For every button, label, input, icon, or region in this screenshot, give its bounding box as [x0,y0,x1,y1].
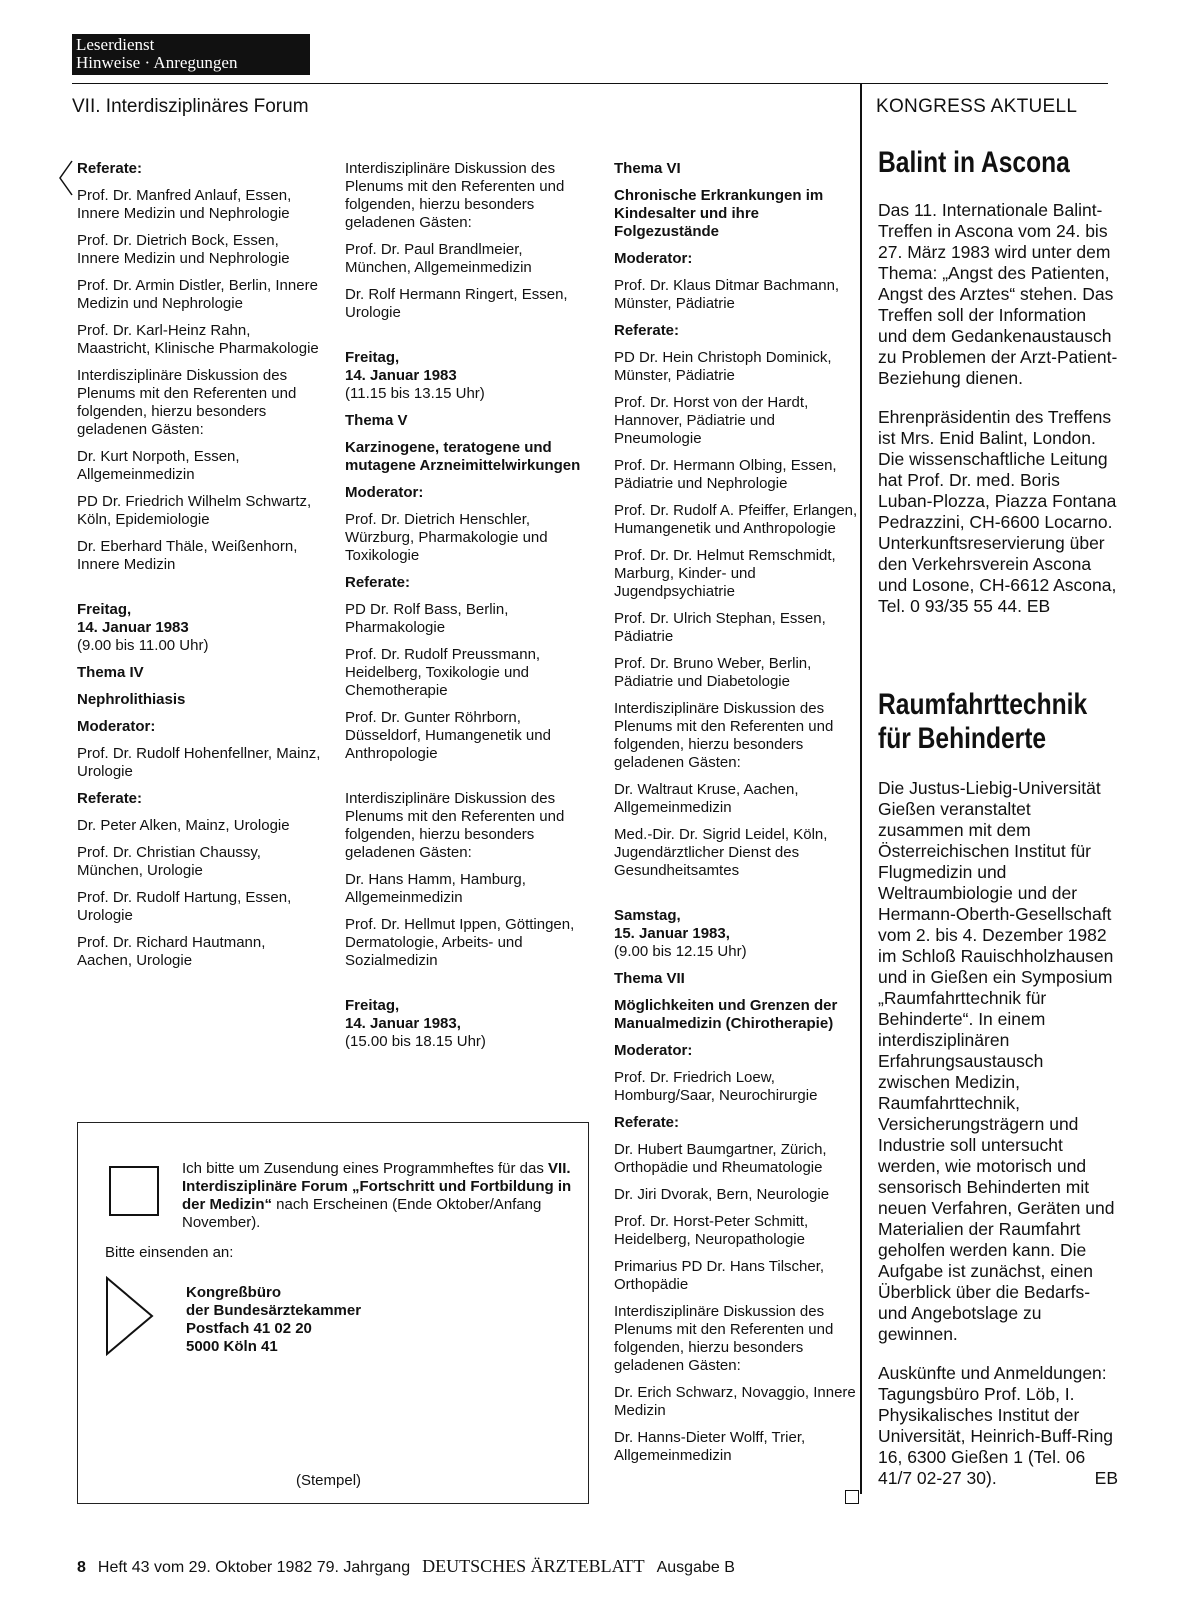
thema-title: Chronische Erkrankungen im Kindesalter und ihre Folgezustände [614,187,824,240]
list-item: Prof. Dr. Armin Distler, Berlin, Innere Medizin und Nephrologie [77,277,318,312]
thema-label: Thema IV [77,664,144,681]
article-paragraph: Die Justus-Liebig-Universität Gießen veranstaltet zusammen mit dem Österreichischen Institut für Flugmedizin und Weltraumbiologie und der Hermann-Oberth-Gesellschaft vom 2. bis 4. Dezember 1982 im Schloß Rauischholzhausen und in Gießen ein Symposium „Raumfahrttechnik für Behinderte“. In einem interdisziplinären Erfahrungsaustausch zwischen Medizin, Raumfahrttechnik, Versicherungsträgern und Industrie soll untersucht werden, wie motorisch und sensorisch Behinderten mit neuen Verfahren, Geräten und Materialien der Raumfahrt geholfen werden kann. Die Aufgabe ist zunächst, einen Überblick über die Bedarfs- und Angebotslage zu gewinnen. [878,778,1115,1344]
moderator-label: Moderator: [345,484,424,501]
list-item: Prof. Dr. Hermann Olbing, Essen, Pädiatrie und Nephrologie [614,457,837,492]
moderator-name: Prof. Dr. Klaus Ditmar Bachmann, Münster, Pädiatrie [614,277,840,312]
session-time: (9.00 bis 11.00 Uhr) [77,637,209,654]
list-item: Prof. Dr. Christian Chaussy, München, Urologie [77,844,261,879]
program-column-2 [345,160,589,1051]
list-item: Med.-Dir. Dr. Sigrid Leidel, Köln, Jugendärztlicher Dienst des Gesundheitsamtes [614,826,828,879]
list-item: Prof. Dr. Gunter Röhrborn, Düsseldorf, Humangenetik und Anthropologie [345,709,551,762]
list-item: Dr. Hanns-Dieter Wolff, Trier, Allgemeinmedizin [614,1429,806,1464]
article-paragraph: Ehrenpräsidentin des Treffens ist Mrs. Enid Balint, London. Die wissenschaftliche Leitung hat Prof. Dr. med. Boris Luban-Plozza, Piazza Fontana Pedrazzini, CH-6600 Locarno. Unterkunftsreservierung über den Verkehrsverein Ascona und Losone, CH-6612 Ascona, Tel. 0 93/35 55 44. EB [878,407,1117,616]
article-title: Balint in Ascona [878,146,1070,179]
session-date: 14. Januar 1983, [345,1015,461,1032]
list-item: Dr. Hans Hamm, Hamburg, Allgemeinmedizin [345,871,526,906]
order-text-end: nach Erscheinen (Ende Oktober/Anfang November). [182,1196,542,1231]
list-item: Dr. Rolf Hermann Ringert, Essen, Urologie [345,286,568,321]
program-column-3 [614,160,858,1474]
list-item: Prof. Dr. Rudolf A. Pfeiffer, Erlangen, Humangenetik und Anthropologie [614,502,858,537]
end-mark-icon [845,1490,859,1504]
order-text-bold: VII. Interdisziplinäre Forum „Fortschritt und Fortbildung in der Medizin“ [182,1160,572,1213]
order-text-start: Ich bitte um Zusendung eines Programmheftes für das [182,1160,549,1177]
list-item: Dr. Jiri Dvorak, Bern, Neurologie [614,1186,830,1203]
day-label: Freitag, [77,601,132,618]
address-line: 5000 Köln 41 [186,1338,278,1355]
chevron-left-icon [58,160,74,196]
mailing-address [186,1284,361,1356]
badge-line-1: Leserdienst [76,35,155,54]
article-title: Raumfahrttechnik [878,688,1088,721]
thema-title: Karzinogene, teratogene und mutagene Arzneimittelwirkungen [345,439,581,474]
page-number: 8 [77,1559,86,1576]
send-label: Bitte einsenden an: [105,1244,234,1261]
list-item: Dr. Eberhard Thäle, Weißenhorn, Innere Medizin [77,538,298,573]
list-item: Prof. Dr. Hellmut Ippen, Göttingen, Dermatologie, Arbeits- und Sozialmedizin [345,916,575,969]
article-paragraph: Das 11. Internationale Balint-Treffen in Ascona vom 24. bis 27. März 1983 wird unter dem Thema: „Angst des Patienten, Angst des Arztes“ stehen. Das Treffen soll der Information und dem Gedankenaustausch zu Problemen der Arzt-Patient-Beziehung dienen. [878,200,1118,388]
list-item: PD Dr. Rolf Bass, Berlin, Pharmakologie [345,601,509,636]
list-item: Prof. Dr. Paul Brandlmeier, München, Allgemeinmedizin [345,241,532,276]
referate-label: Referate: [614,322,680,339]
list-item: Prof. Dr. Rudolf Preussmann, Heidelberg, Toxikologie und Chemotherapie [345,646,541,699]
moderator-label: Moderator: [77,718,156,735]
list-item: Prof. Dr. Ulrich Stephan, Essen, Pädiatrie [614,610,826,645]
stamp-placeholder: (Stempel) [296,1472,362,1489]
section-label-kongress: KONGRESS AKTUELL [876,96,1078,117]
referate-label: Referate: [614,1114,680,1131]
session-date: 14. Januar 1983 [345,367,457,384]
moderator-name: Prof. Dr. Friedrich Loew, Homburg/Saar, Neurochirurgie [614,1069,818,1104]
moderator-label: Moderator: [614,1042,693,1059]
badge-line-2: Hinweise · Anregungen [76,53,238,72]
day-label: Samstag, [614,907,681,924]
list-item: Dr. Kurt Norpoth, Essen, Allgemeinmedizin [77,448,240,483]
list-item: Dr. Peter Alken, Mainz, Urologie [77,817,290,834]
address-line: Postfach 41 02 20 [186,1320,312,1337]
referate-label: Referate: [77,790,143,807]
session-time: (15.00 bis 18.15 Uhr) [345,1033,486,1050]
forum-title: VII. Interdisziplinäres Forum [72,96,309,117]
list-item: Prof. Dr. Rudolf Hartung, Essen, Urologie [77,889,292,924]
list-item: Prof. Dr. Karl-Heinz Rahn, Maastricht, Klinische Pharmakologie [77,322,319,357]
session-date: 15. Januar 1983, [614,925,730,942]
list-item: PD Dr. Friedrich Wilhelm Schwartz, Köln, Epidemiologie [77,493,312,528]
article-raumfahrt [878,688,1118,1489]
article-balint [878,146,1118,635]
play-arrow-icon [105,1276,155,1356]
edition-label: Ausgabe B [656,1559,735,1576]
address-line: der Bundesärztekammer [186,1302,362,1319]
moderator-name: Prof. Dr. Dietrich Henschler, Würzburg, Pharmakologie und Toxikologie [345,511,548,564]
order-checkbox[interactable] [109,1166,159,1216]
address-line: Kongreßbüro [186,1284,281,1301]
program-column-1 [77,160,321,979]
list-item: Interdisziplinäre Diskussion des Plenums mit den Referenten und folgenden, hierzu besonders geladenen Gästen: [77,367,297,438]
session-time: (9.00 bis 12.15 Uhr) [614,943,747,960]
thema-title: Nephrolithiasis [77,691,186,708]
list-item: Dr. Waltraut Kruse, Aachen, Allgemeinmedizin [614,781,799,816]
list-item: Prof. Dr. Bruno Weber, Berlin, Pädiatrie und Diabetologie [614,655,812,690]
order-form-text [182,1160,582,1232]
list-item: Dr. Erich Schwarz, Novaggio, Innere Medizin [614,1384,856,1419]
list-item: Prof. Dr. Richard Hautmann, Aachen, Urologie [77,934,266,969]
list-item: PD Dr. Hein Christoph Dominick, Münster, Pädiatrie [614,349,832,384]
page-footer [77,1556,735,1577]
session-date: 14. Januar 1983 [77,619,189,636]
list-item: Dr. Hubert Baumgartner, Zürich, Orthopädie und Rheumatologie [614,1141,827,1176]
discussion-note: Interdisziplinäre Diskussion des Plenums mit den Referenten und folgenden, hierzu besonders geladenen Gästen: [345,160,565,231]
day-label: Freitag, [345,997,400,1014]
thema-title: Möglichkeiten und Grenzen der Manualmedizin (Chirotherapie) [614,997,838,1032]
magazine-name: DEUTSCHES ÄRZTEBLATT [422,1556,645,1576]
moderator-name: Prof. Dr. Rudolf Hohenfellner, Mainz, Urologie [77,745,321,780]
moderator-label: Moderator: [614,250,693,267]
list-item: Prof. Dr. Dr. Helmut Remschmidt, Marburg, Kinder- und Jugendpsychiatrie [614,547,836,600]
referate-label: Referate: [77,160,143,177]
thema-label: Thema VII [614,970,685,987]
issue-info: Heft 43 vom 29. Oktober 1982 79. Jahrgang [97,1559,411,1576]
section-badge [72,34,310,75]
list-item: Primarius PD Dr. Hans Tilscher, Orthopädie [614,1258,825,1293]
article-title: für Behinderte [878,722,1047,755]
column-divider [860,84,862,1494]
discussion-note: Interdisziplinäre Diskussion des Plenums mit den Referenten und folgenden, hierzu besonders geladenen Gästen: [614,1303,834,1374]
thema-label: Thema VI [614,160,681,177]
day-label: Freitag, [345,349,400,366]
list-item: Prof. Dr. Horst von der Hardt, Hannover, Pädiatrie und Pneumologie [614,394,809,447]
discussion-note: Interdisziplinäre Diskussion des Plenums mit den Referenten und folgenden, hierzu besonders geladenen Gästen: [345,790,565,861]
referate-label: Referate: [345,574,411,591]
session-time: (11.15 bis 13.15 Uhr) [345,385,485,402]
list-item: Prof. Dr. Horst-Peter Schmitt, Heidelberg, Neuropathologie [614,1213,809,1248]
article-paragraph: Auskünfte und Anmeldungen: Tagungsbüro Prof. Löb, I. Physikalisches Institut der Universität, Heinrich-Buff-Ring 16, 6300 Gießen 1 (Tel. 06 41/7 02-27 30). [878,1363,1114,1488]
top-rule [72,83,1108,84]
discussion-note: Interdisziplinäre Diskussion des Plenums mit den Referenten und folgenden, hierzu besonders geladenen Gästen: [614,700,834,771]
author-sign: EB [1094,1468,1118,1488]
list-item: Prof. Dr. Dietrich Bock, Essen, Innere Medizin und Nephrologie [77,232,290,267]
list-item: Prof. Dr. Manfred Anlauf, Essen, Innere Medizin und Nephrologie [77,187,292,222]
thema-label: Thema V [345,412,408,429]
